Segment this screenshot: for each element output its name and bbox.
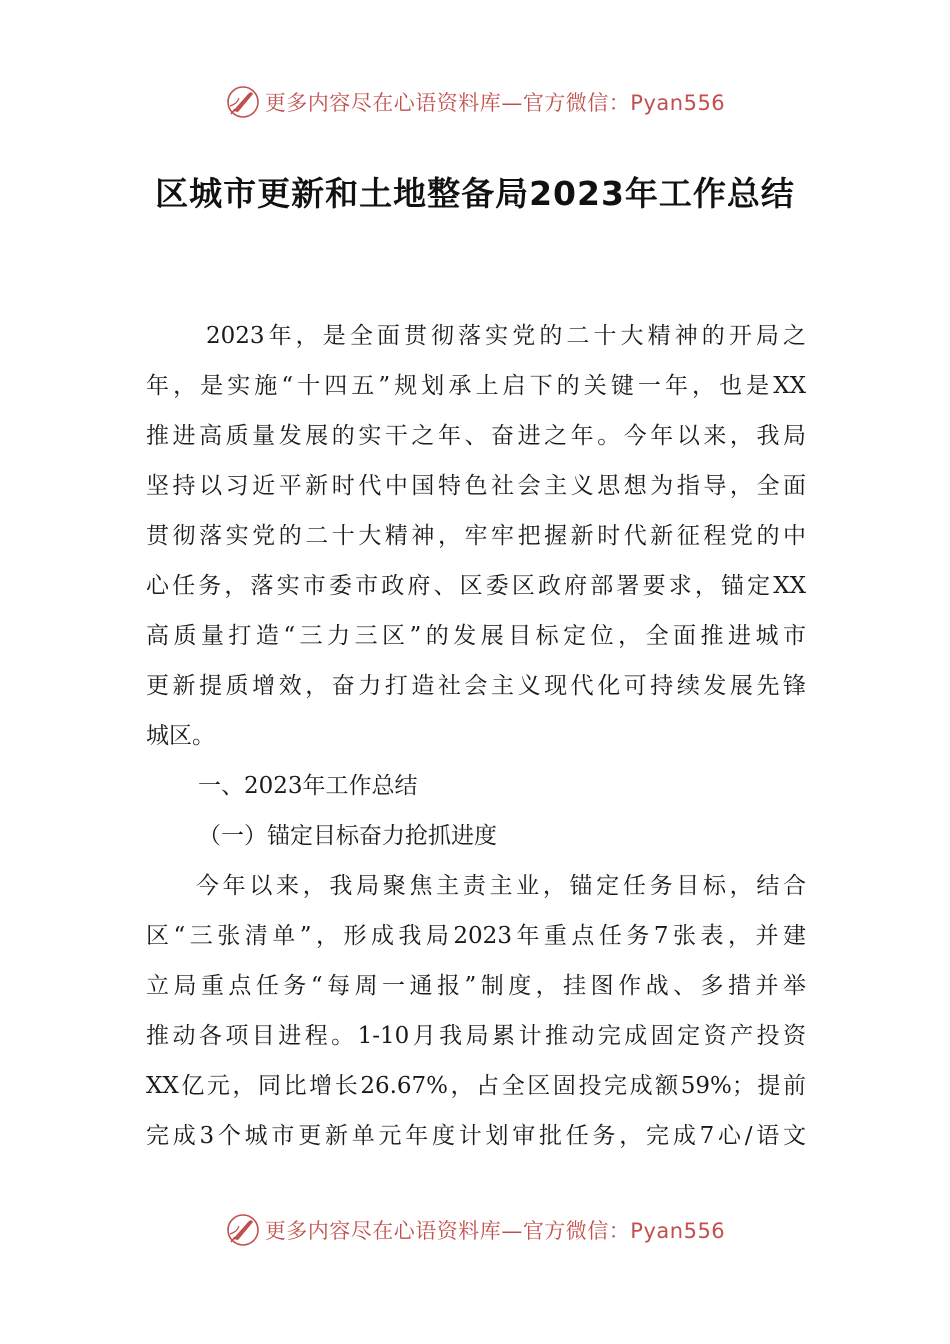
banner-contact-text: 官方微信：Pyan556: [522, 91, 726, 115]
document-title: 区城市更新和土地整备局2023年工作总结: [155, 174, 795, 213]
heading-text: （一）锚定目标奋力抢抓进度: [198, 823, 497, 849]
text-line: 推动各项目进程。1-10月我局累计推动完成固定资产投资: [146, 1023, 806, 1049]
banner-dash: —: [501, 91, 523, 115]
quill-pen-circle-icon: [225, 84, 261, 120]
banner-main-text: 更多内容尽在心语资料库: [264, 91, 502, 115]
text-line: 推进高质量发展的实干之年、奋进之年。今年以来，我局: [146, 423, 806, 449]
text-line: 完成3个城市更新单元年度计划审批任务，完成7心/语文: [146, 1123, 806, 1149]
quill-pen-circle-icon: [225, 1212, 261, 1248]
banner-text: [265, 1215, 725, 1245]
text-line: 年，是实施“十四五”规划承上启下的关键一年，也是XX: [146, 373, 806, 399]
text-line: 高质量打造“三力三区”的发展目标定位，全面推进城市: [146, 623, 806, 649]
text-line: XX亿元，同比增长26.67%，占全区固投完成额59%；提前: [146, 1073, 806, 1099]
text-line: 心任务，落实市委市政府、区委区政府部署要求，锚定XX: [146, 573, 806, 599]
body-paragraph: [146, 861, 806, 1161]
text-line: 坚持以习近平新时代中国特色社会主义思想为指导，全面: [146, 473, 806, 499]
text-line: 更新提质增效，奋力打造社会主义现代化可持续发展先锋: [146, 673, 806, 699]
intro-paragraph: [146, 311, 806, 761]
heading-text: 一、2023年工作总结: [198, 773, 418, 799]
text-line: 2023年，是全面贯彻落实党的二十大精神的开局之: [206, 323, 806, 349]
banner-main-text: 更多内容尽在心语资料库: [264, 1219, 502, 1243]
section-heading: [146, 761, 806, 811]
banner-contact-text: 官方微信：Pyan556: [522, 1219, 726, 1243]
footer-banner: [0, 1210, 950, 1250]
text-line: 区“三张清单”，形成我局2023年重点任务7张表，并建: [146, 923, 806, 949]
banner-dash: —: [501, 1219, 523, 1243]
subsection-heading: [146, 811, 806, 861]
text-line: 贯彻落实党的二十大精神，牢牢把握新时代新征程党的中: [146, 523, 806, 549]
text-line: 立局重点任务“每周一通报”制度，挂图作战、多措并举: [146, 973, 806, 999]
text-line: 城区。: [146, 723, 215, 749]
banner-text: [265, 87, 725, 117]
text-line: 今年以来，我局聚焦主责主业，锚定任务目标，结合: [196, 873, 806, 899]
header-banner: [0, 82, 950, 122]
